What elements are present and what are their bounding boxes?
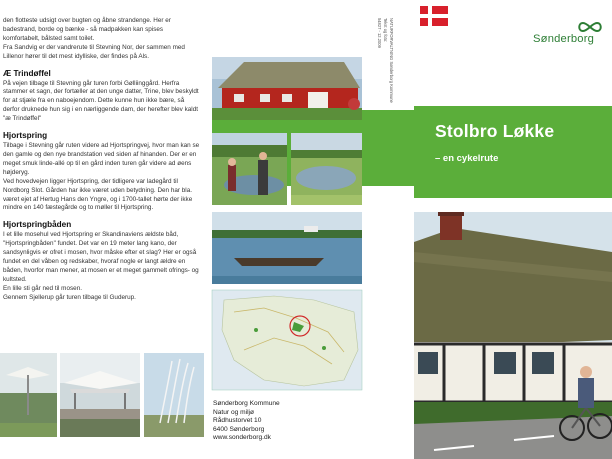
print-publisher: NATURFORVALTNING Sønderborg Kommune [389, 18, 394, 103]
section-paragraph: Ved hovedvejen ligger Hjortspring, der tidligere var ladegård til Nordborg Slot. Gården har ikke været uden betydning. Den har bla. været ejet af Hertug Hans den Yngre, og i 1700-tallet hørte der ikke mindre en 140 fæstegårde og to møller til Hjortspring. [3, 177, 193, 212]
cover-green-band [414, 106, 612, 198]
address-street: Rådhustorvet 10 [213, 417, 262, 425]
left-bottom-photos [0, 353, 204, 437]
section-paragraph: I et lille mosehul ved Hjortspring er Skandinaviens ældste båd, "Hjortspringbåden" fundet. Det var en 19 meter lang kano, der sandsynligvis er ofret i mosen, hvor måske efter et slag? Her er også fundet en del våben og redskaber, hvoraf nogle er langt ældre en båden, hvorfor man mener, at mosen er et meget gammelt ofrings- og kultsted. [3, 231, 199, 283]
cover-photo-cyclist-house [414, 212, 612, 459]
boat-lake-photo [212, 212, 362, 284]
intro-paragraph-1: den flotteste udsigt over bugten og åbne strandenge. Her er badestrand, borde og bænke - så madpakken kan spises komfortabelt, bålsted samt toilet. [3, 17, 171, 42]
pond-person-photo [212, 133, 287, 205]
canopy-photo [0, 353, 57, 437]
section-paragraph: Tilbage i Stevning går ruten videre ad Hjortspringvej, hvor man kan se den gamle og den nye brandstation ved siden af hinanden. Der er en meget smuk linde-allé op til en gård inden turen går videre ad øens højderyg. [3, 142, 200, 176]
print-code: 54827 - 12.2009 [377, 18, 382, 48]
address-org: Sønderborg Kommune [213, 400, 280, 407]
section-paragraph: En lille sti går ned til mosen. [3, 284, 82, 292]
sonderborg-logo [533, 20, 612, 50]
section-heading-hjortspringbaaden: Hjortspringbåden [3, 220, 72, 230]
print-credit: Tekst og foto: [383, 18, 388, 43]
cover-title: Stolbro Løkke [435, 121, 555, 141]
intro-paragraph-2: Fra Sandvig er der vandrerute til Stevning Nor, der sammen med Lillenor hører til det mest idylliske, der findes på Als. [3, 43, 185, 60]
route-map [212, 290, 362, 390]
section-paragraph: På vejen tilbage til Stevning går turen forbi Gølliinggård. Herfra stammer et sagn, der fortæller at den unge datter, Trine, blev beskyldt for at stjæle fra en naboejendom. Dette kunne hun ikke bære, så derfor druknede hun sig i en nærliggende dam, der herefter blev kaldt "æ Trindøffel" [3, 79, 199, 123]
address-city: 6400 Sønderborg [213, 425, 265, 433]
print-info [373, 8, 403, 118]
section-heading-trindoffel: Æ Trindøffel [3, 68, 51, 78]
sculpture-photo [144, 353, 204, 437]
danish-flag-icon [420, 6, 448, 26]
contact-address [213, 400, 280, 443]
infinity-logo-icon [575, 20, 605, 34]
cover-subtitle: – en cykelrute [435, 153, 499, 164]
address-web[interactable]: www.sonderborg.dk [213, 434, 271, 442]
pond-landscape-photo [291, 133, 362, 205]
closing-paragraph: Gennem Sjellerup går turen tilbage til Guderup. [3, 293, 136, 301]
shelter-photo [60, 353, 140, 437]
section-heading-hjortspring: Hjortspring [3, 131, 48, 141]
thatched-house-photo [212, 57, 362, 120]
logo-wordmark: Sønderborg [533, 33, 595, 45]
address-dept: Natur og miljø [213, 408, 255, 416]
